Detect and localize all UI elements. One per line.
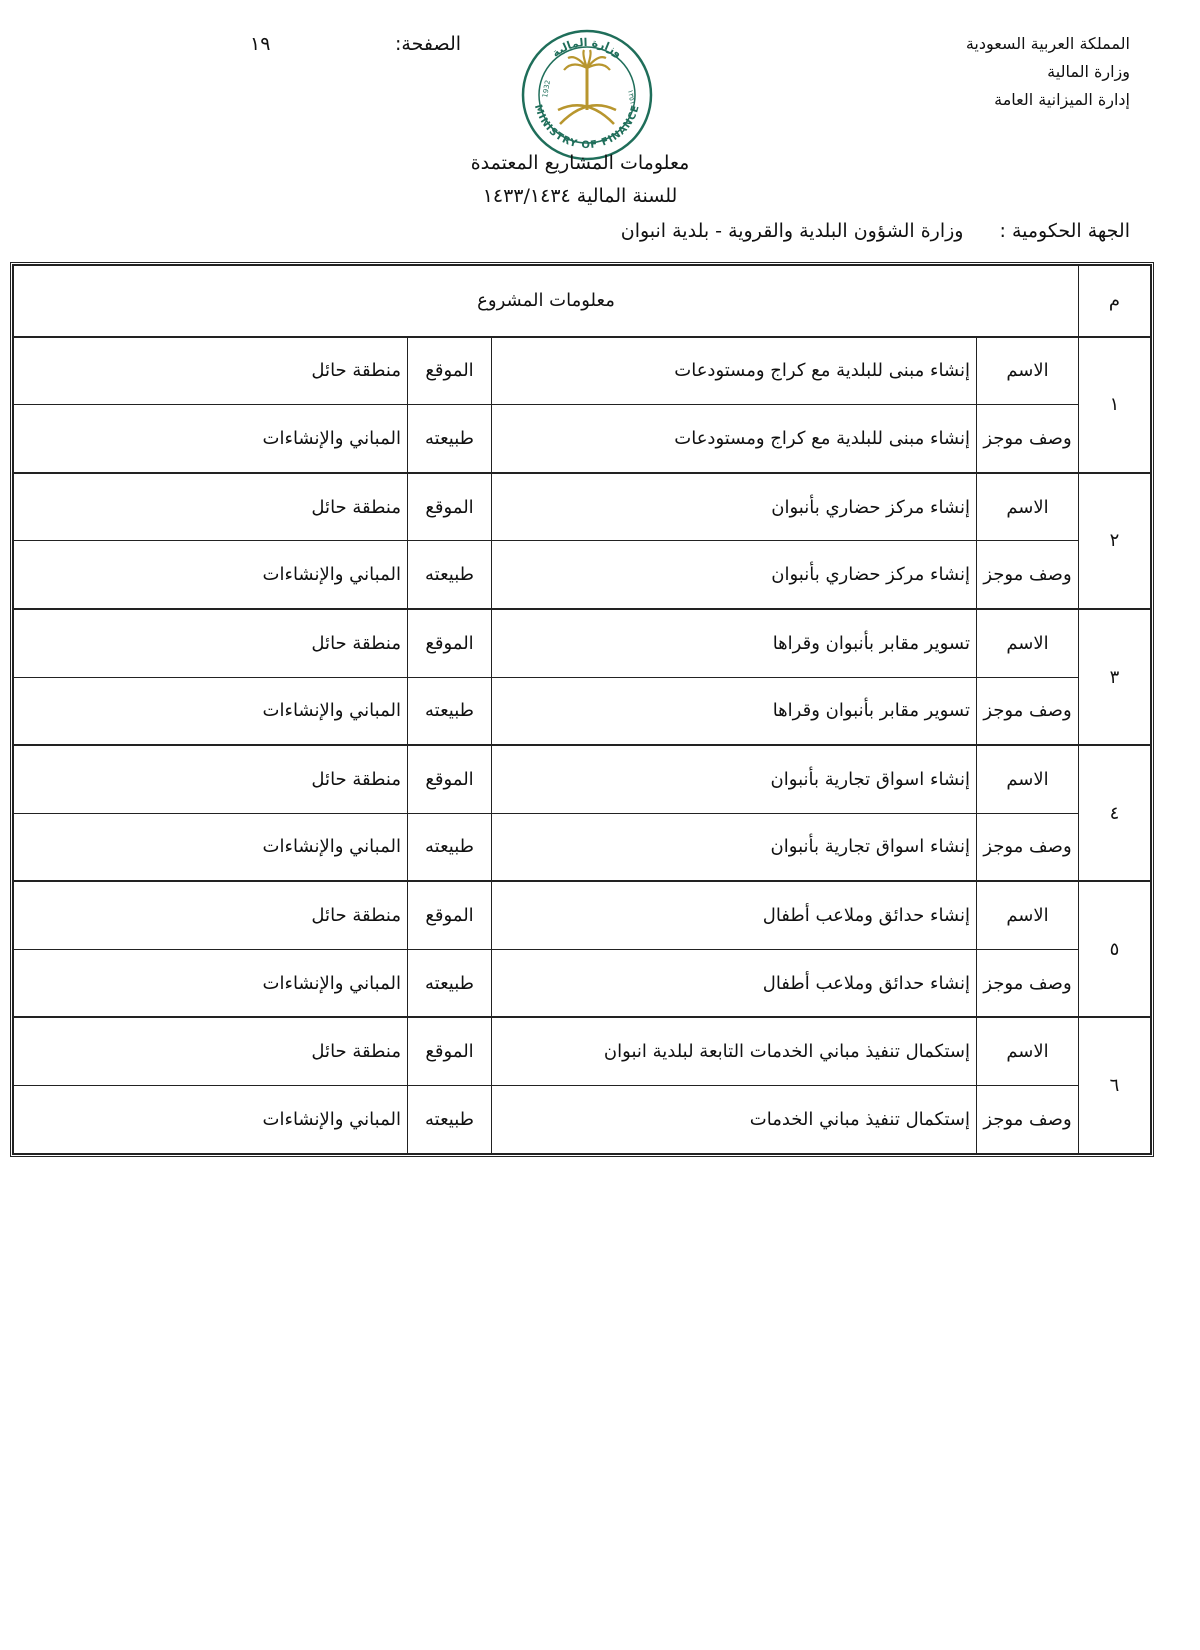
org-line-ministry: وزارة المالية [1047,62,1130,81]
project-nature: المباني والإنشاءات [14,949,408,1017]
doc-subtitle: للسنة المالية ١٤٣٣/١٤٣٤ [482,185,678,207]
label-desc: وصف موجز [977,677,1079,745]
label-location: الموقع [408,881,492,949]
project-location: منطقة حائل [14,881,408,949]
project-number: ١ [1079,337,1151,473]
label-location: الموقع [408,745,492,813]
org-line-kingdom: المملكة العربية السعودية [965,34,1130,53]
table-row [14,813,1151,881]
label-nature: طبيعته [408,405,492,473]
table-row [14,405,1151,473]
table-row [14,337,1151,405]
project-number: ٢ [1079,473,1151,609]
project-name: إنشاء اسواق تجارية بأنبوان [492,745,977,813]
label-nature: طبيعته [408,541,492,609]
table-row [14,609,1151,677]
label-desc: وصف موجز [977,949,1079,1017]
svg-text:وزارة المالية [550,36,625,60]
project-name: إنشاء مركز حضاري بأنبوان [492,473,977,541]
seal-year-left: 1932 [541,79,553,99]
table-header-row [14,266,1151,337]
project-name: إنشاء مبنى للبلدية مع كراج ومستودعات [492,337,977,405]
seal-english-text: MINISTRY OF FINANCE [531,103,642,152]
project-number: ٤ [1079,745,1151,881]
label-name: الاسم [977,473,1079,541]
project-location: منطقة حائل [14,745,408,813]
label-name: الاسم [977,881,1079,949]
label-desc: وصف موجز [977,405,1079,473]
label-location: الموقع [408,609,492,677]
project-name: إستكمال تنفيذ مباني الخدمات التابعة لبلدية انبوان [492,1017,977,1085]
project-location: منطقة حائل [14,1017,408,1085]
project-desc: إنشاء مركز حضاري بأنبوان [492,541,977,609]
label-location: الموقع [408,1017,492,1085]
label-name: الاسم [977,609,1079,677]
label-name: الاسم [977,337,1079,405]
page-label: الصفحة: [395,33,462,55]
label-desc: وصف موجز [977,813,1079,881]
seal-year-right: ١٣٥١ [626,88,637,106]
svg-text:MINISTRY OF FINANCE [532,103,642,151]
project-number: ٣ [1079,609,1151,745]
label-location: الموقع [408,473,492,541]
project-nature: المباني والإنشاءات [14,677,408,745]
project-number: ٦ [1079,1017,1151,1153]
ministry-seal-icon [520,28,654,162]
table-row [14,541,1151,609]
project-desc: إنشاء اسواق تجارية بأنبوان [492,813,977,881]
table-row [14,677,1151,745]
doc-title: معلومات المشاريع المعتمدة [470,152,690,174]
project-nature: المباني والإنشاءات [14,405,408,473]
label-nature: طبيعته [408,1085,492,1153]
label-name: الاسم [977,745,1079,813]
label-name: الاسم [977,1017,1079,1085]
project-name: تسوير مقابر بأنبوان وقراها [492,609,977,677]
org-line-department: إدارة الميزانية العامة [994,90,1130,109]
table-row [14,1085,1151,1153]
projects-table [10,262,1154,1157]
label-nature: طبيعته [408,677,492,745]
label-nature: طبيعته [408,949,492,1017]
header-project-info: معلومات المشروع [14,266,1079,337]
project-desc: إستكمال تنفيذ مباني الخدمات [492,1085,977,1153]
project-nature: المباني والإنشاءات [14,813,408,881]
label-desc: وصف موجز [977,541,1079,609]
government-entity [621,220,1130,242]
header-num: م [1079,266,1151,337]
project-nature: المباني والإنشاءات [14,541,408,609]
project-desc: تسوير مقابر بأنبوان وقراها [492,677,977,745]
label-nature: طبيعته [408,813,492,881]
project-name: إنشاء حدائق وملاعب أطفال [492,881,977,949]
project-location: منطقة حائل [14,473,408,541]
table-row [14,881,1151,949]
label-location: الموقع [408,337,492,405]
government-entity-label: الجهة الحكومية : [999,220,1130,242]
project-desc: إنشاء حدائق وملاعب أطفال [492,949,977,1017]
table-row [14,473,1151,541]
project-number: ٥ [1079,881,1151,1017]
page-number: ١٩ [250,33,271,55]
table-row [14,1017,1151,1085]
seal-arabic-text: وزارة المالية [549,35,625,60]
project-nature: المباني والإنشاءات [14,1085,408,1153]
project-location: منطقة حائل [14,337,408,405]
table-row [14,745,1151,813]
project-desc: إنشاء مبنى للبلدية مع كراج ومستودعات [492,405,977,473]
header-org-lines [966,30,1130,114]
label-desc: وصف موجز [977,1085,1079,1153]
table-row [14,949,1151,1017]
government-entity-value: وزارة الشؤون البلدية والقروية - بلدية انبوان [620,220,964,242]
project-location: منطقة حائل [14,609,408,677]
